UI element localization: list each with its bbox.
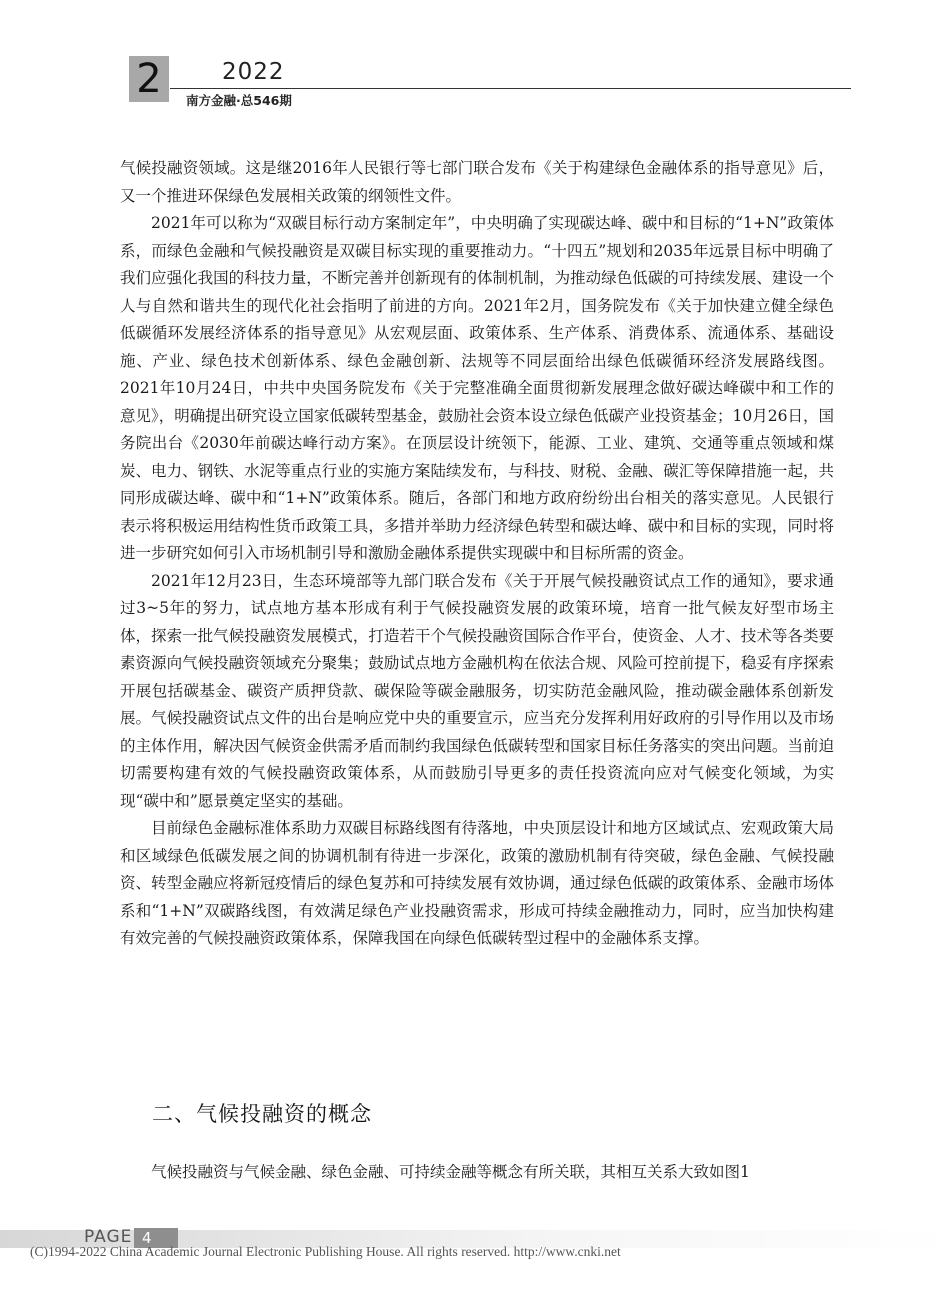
issue-year: 2022: [222, 59, 285, 85]
header-rule: [170, 88, 851, 89]
paragraph: 气候投融资与气候金融、绿色金融、可持续金融等概念有所关联，其相互关系大致如图1: [151, 1163, 750, 1181]
issue-number: 2: [129, 56, 169, 102]
journal-name: 南方金融·总546期: [186, 93, 292, 108]
article-body: [120, 155, 834, 953]
paragraph: 2021年12月23日，生态环境部等九部门联合发布《关于开展气候投融资试点工作的通知》，要求通过3~5年的努力，试点地方基本形成有利于气候投融资发展的政策环境，培育一批气候友好型市场主体，探索一批气候投融资发展模式，打造若干个气候投融资国际合作平台，使资金、人才、技术等各类要素资源向气候投融资领域充分聚集；鼓励试点地方金融机构在依法合规、风险可控前提下，稳妥有序探索开展包括碳基金、碳资产质押贷款、碳保险等碳金融服务，切实防范金融风险，推动碳金融体系创新发展。气候投融资试点文件的出台是响应党中央的重要宣示，应当充分发挥利用好政府的引导作用以及市场的主体作用，解决因气候资金供需矛盾而制约我国绿色低碳转型和国家目标任务落实的突出问题。当前迫切需要构建有效的气候投融资政策体系，从而鼓励引导更多的责任投资流向应对气候变化领域，为实现“碳中和”愿景奠定坚实的基础。: [120, 571, 834, 810]
paragraph: 2021年可以称为“双碳目标行动方案制定年”，中央明确了实现碳达峰、碳中和目标的“1+N”政策体系，而绿色金融和气候投融资是双碳目标实现的重要推动力。“十四五”规划和2035年远景目标中明确了我们应强化我国的科技力量，不断完善并创新现有的体制机制，为推动绿色低碳的可持续发展、建设一个人与自然和谐共生的现代化社会指明了前进的方向。2021年2月，国务院发布《关于加快建立健全绿色低碳循环发展经济体系的指导意见》从宏观层面、政策体系、生产体系、消费体系、流通体系、基础设施、产业、绿色技术创新体系、绿色金融创新、法规等不同层面给出绿色低碳循环经济发展路线图。2021年10月24日，中共中央国务院发布《关于完整准确全面贯彻新发展理念做好碳达峰碳中和工作的意见》，明确提出研究设立国家低碳转型基金，鼓励社会资本设立绿色低碳产业投资基金；10月26日，国务院出台《2030年前碳达峰行动方案》。在顶层设计统领下，能源、工业、建筑、交通等重点领域和煤炭、电力、钢铁、水泥等重点行业的实施方案陆续发布，与科技、财税、金融、碳汇等保障措施一起，共同形成碳达峰、碳中和“1+N”政策体系。随后，各部门和地方政府纷纷出台相关的落实意见。人民银行表示将积极运用结构性货币政策工具，多措并举助力经济绿色转型和碳达峰、碳中和目标的实现，同时将进一步研究如何引入市场机制引导和激励金融体系提供实现碳中和目标所需的资金。: [120, 214, 834, 562]
section-heading: 二、气候投融资的概念: [152, 1102, 372, 1126]
paragraph: 气候投融资领域。这是继2016年人民银行等七部门联合发布《关于构建绿色金融体系的指导意见》后，又一个推进环保绿色发展相关政策的纲领性文件。: [120, 159, 834, 205]
page-header: [0, 0, 950, 120]
page-number: 4: [134, 1228, 178, 1248]
paragraph: 目前绿色金融标准体系助力双碳目标路线图有待落地，中央顶层设计和地方区域试点、宏观政策大局和区域绿色低碳发展之间的协调机制有待进一步深化，政策的激励机制有待突破，绿色金融、气候投融资、转型金融应将新冠疫情后的绿色复苏和可持续发展有效协调，通过绿色低碳的政策体系、金融市场体系和“1+N”双碳路线图，有效满足绿色产业投融资需求，形成可持续金融推动力，同时，应当加快构建有效完善的气候投融资政策体系，保障我国在向绿色低碳转型过程中的金融体系支撑。: [120, 819, 834, 947]
copyright-notice: (C)1994-2022 China Academic Journal Electronic Publishing House. All rights reserved. http://www.cnki.net: [30, 1244, 621, 1259]
page-label: PAGE: [84, 1227, 133, 1247]
